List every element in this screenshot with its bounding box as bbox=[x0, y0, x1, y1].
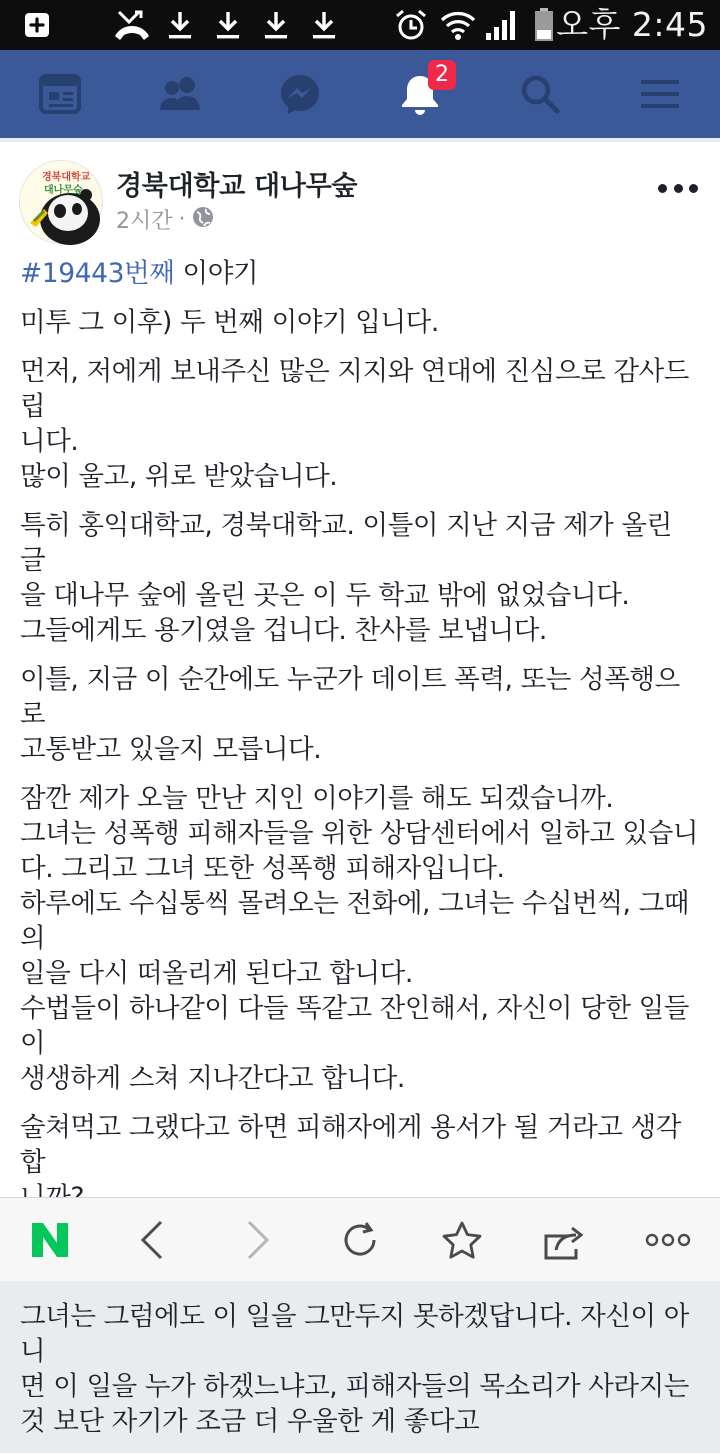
forward-icon[interactable] bbox=[228, 1212, 288, 1268]
search-icon[interactable] bbox=[510, 64, 570, 124]
share-icon[interactable] bbox=[534, 1212, 594, 1268]
bookmark-star-icon[interactable] bbox=[432, 1212, 492, 1268]
signal-icon bbox=[484, 8, 520, 42]
avatar-text-top: 경북대학교 bbox=[42, 172, 91, 183]
battery-icon bbox=[532, 8, 556, 42]
avatar-text-bottom: 대나무숲 bbox=[44, 185, 83, 196]
more-dot bbox=[658, 184, 667, 193]
back-icon[interactable] bbox=[122, 1212, 182, 1268]
more-dot bbox=[689, 184, 698, 193]
post-paragraph: 이틀, 지금 이 순간에도 누군가 데이트 폭력, 또는 성폭행으로 고통받고 있을지 모릅니다. bbox=[20, 664, 680, 765]
post-options-button[interactable] bbox=[658, 176, 698, 200]
notification-badge: 2 bbox=[428, 60, 456, 90]
page-name[interactable]: 경북대학교 대나무숲 bbox=[116, 171, 358, 202]
post-paragraph: 술쳐먹고 그랬다고 하면 피해자에게 용서가 될 거라고 생각합 bbox=[20, 1112, 681, 1178]
more-icon[interactable] bbox=[638, 1212, 698, 1268]
download-icon bbox=[308, 8, 340, 42]
post-card bbox=[0, 142, 720, 1437]
missed-call-icon bbox=[112, 8, 152, 42]
meta-separator: · bbox=[178, 207, 186, 232]
status-bar bbox=[0, 0, 720, 50]
clock: 오후 2:45 bbox=[556, 5, 708, 44]
alarm-icon bbox=[393, 8, 429, 42]
refresh-icon[interactable] bbox=[330, 1212, 390, 1268]
hashtag-suffix: 이야기 bbox=[174, 258, 259, 289]
globe-icon bbox=[192, 206, 214, 234]
friends-icon[interactable] bbox=[150, 64, 210, 124]
facebook-navbar bbox=[0, 50, 720, 138]
post-paragraph: 잠깐 제가 오늘 만난 지인 이야기를 해도 되겠습니까. 그녀는 성폭행 피해자들을 위한 상담센터에서 일하고 있습니 다. 그리고 그녀 또한 성폭행 피해자입니다. 하루에도 수십통씩 몰려오는 전화에, 그녀는 수십번씩, 그때의 일을 다시 떠올리게 된다고 합니다. 수법들이 하나같이 다들 똑같고 잔인해서, 자신이 당한 일들이 생생하게 스쳐 지나간다고 합니다. bbox=[20, 783, 699, 1094]
post-paragraph: 미투 그 이후) 두 번째 이야기 입니다. bbox=[20, 307, 439, 338]
page-avatar[interactable] bbox=[19, 160, 103, 244]
download-icon bbox=[164, 8, 196, 42]
menu-icon[interactable] bbox=[630, 64, 690, 124]
add-icon bbox=[22, 8, 52, 42]
post-paragraph: 그녀는 그럼에도 이 일을 그만두지 못하겠답니다. 자신이 아니 면 이 일을 누가 하겠느냐고, 피해자들의 목소리가 사라지는 것 보단 자기가 조금 더 우울한 게 좋다고 bbox=[20, 1301, 689, 1437]
post-paragraph: 먼저, 저에게 보내주신 많은 지지와 연대에 진심으로 감사드립 니다. 많이 울고, 위로 받았습니다. bbox=[20, 356, 689, 492]
naver-home-icon[interactable] bbox=[20, 1212, 80, 1268]
hashtag-link[interactable]: #19443번째 bbox=[20, 258, 175, 289]
feed-icon[interactable] bbox=[30, 64, 90, 124]
wifi-icon bbox=[440, 8, 476, 42]
more-dot bbox=[674, 184, 683, 193]
hashtag-line bbox=[20, 256, 704, 291]
browser-toolbar bbox=[0, 1197, 720, 1281]
download-icon bbox=[212, 8, 244, 42]
post-paragraph: 특히 홍익대학교, 경북대학교. 이틀이 지난 지금 제가 올린 글 을 대나무 숲에 올린 곳은 이 두 학교 밖에 없었습니다. 그들에게도 용기였을 겁니다. 찬사를 보냅니다. bbox=[20, 510, 672, 646]
messenger-icon[interactable] bbox=[270, 64, 330, 124]
download-icon bbox=[260, 8, 292, 42]
post-time[interactable]: 2시간 bbox=[116, 209, 173, 234]
post-meta bbox=[116, 204, 214, 235]
